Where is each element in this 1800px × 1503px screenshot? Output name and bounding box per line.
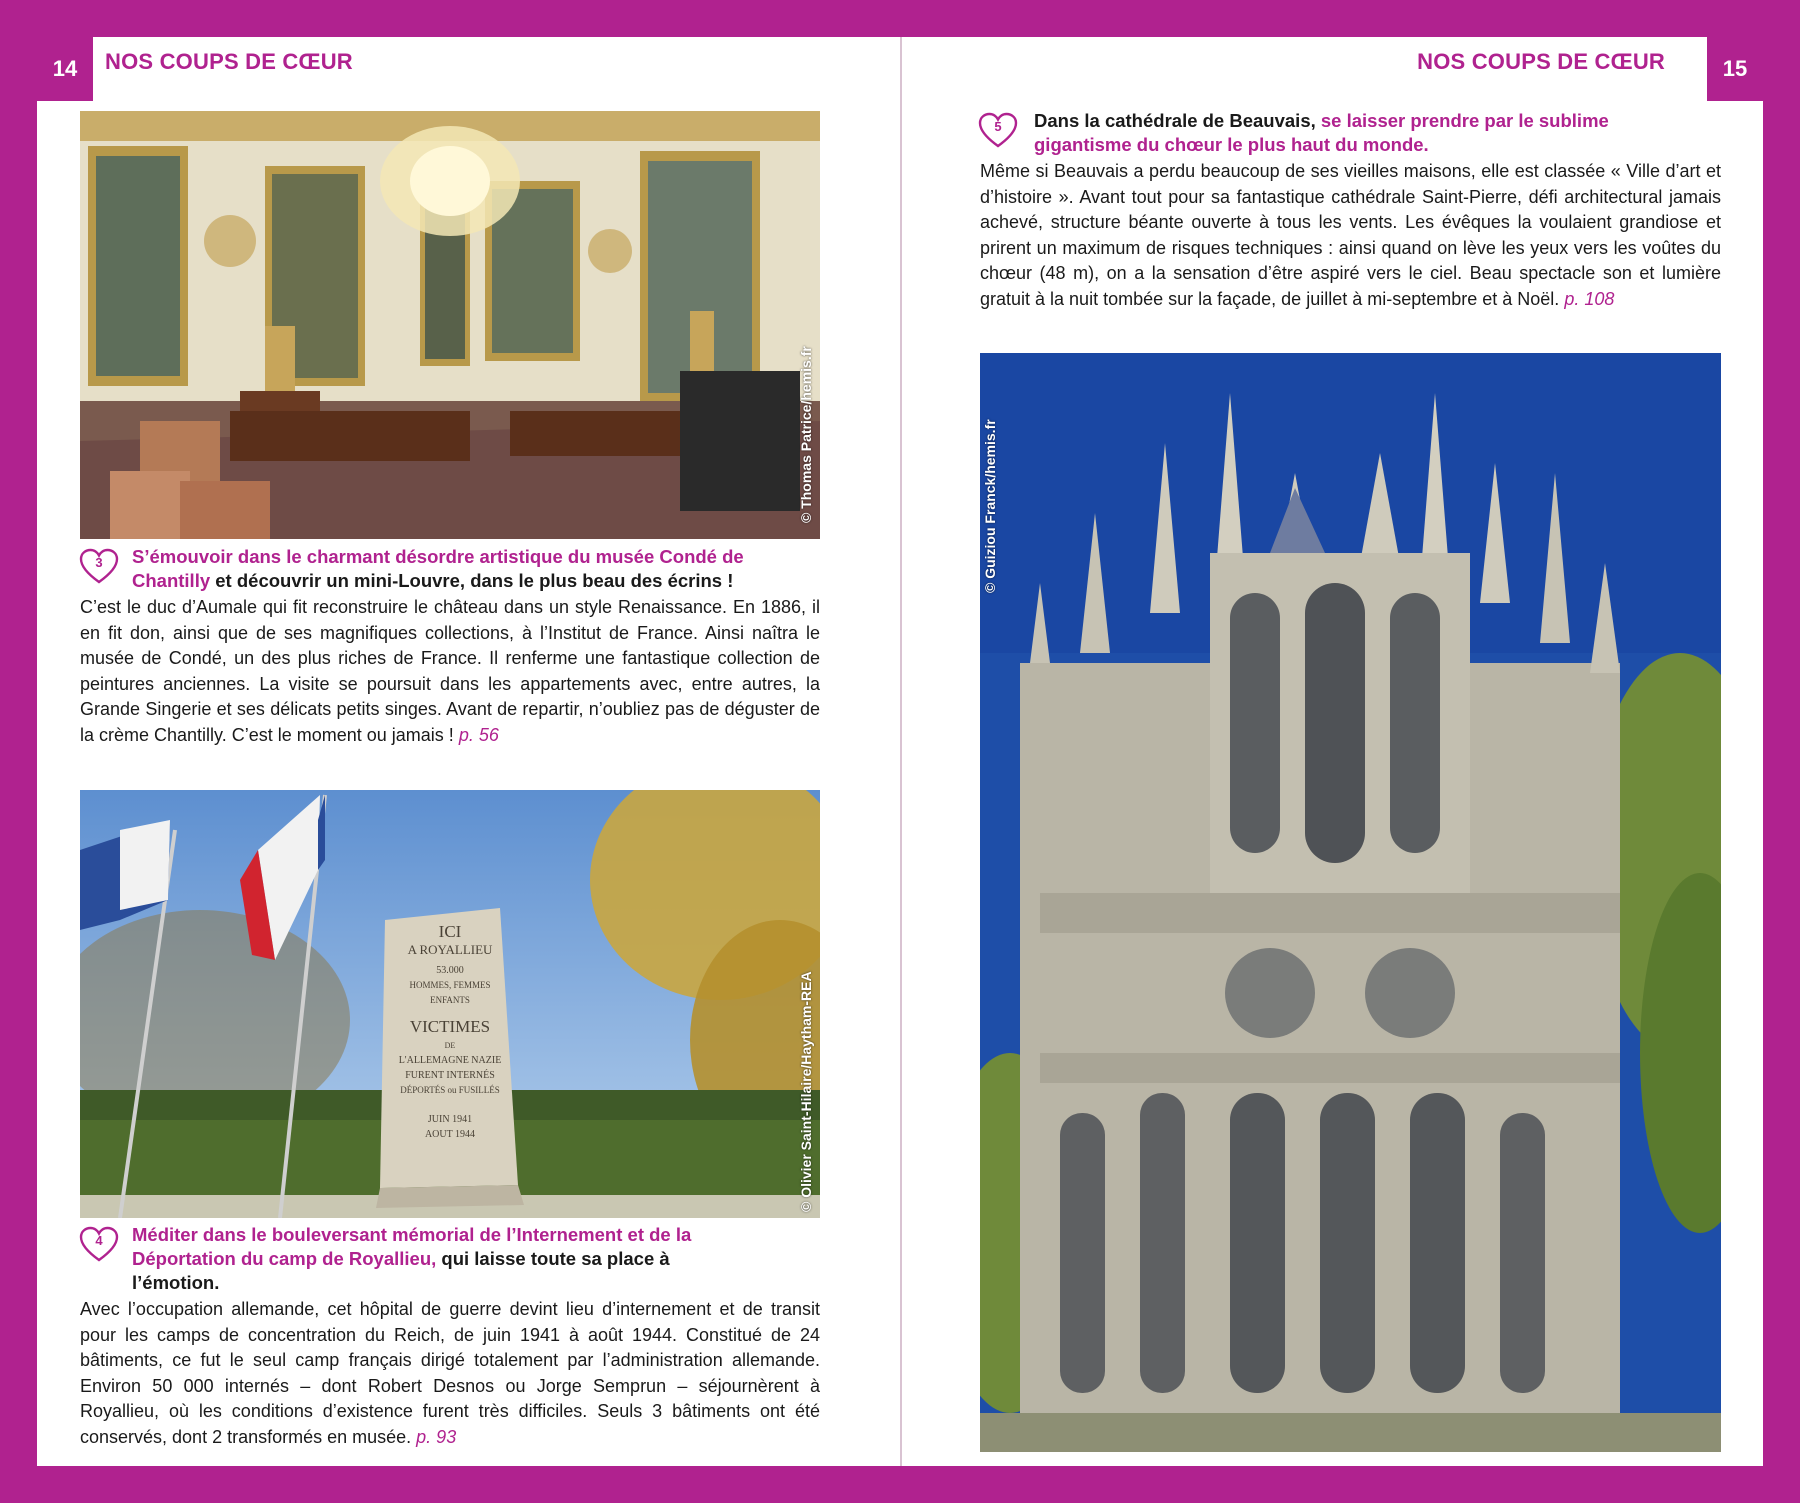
page-number-right: 15 <box>1707 37 1763 101</box>
inscription-line: DE <box>444 1041 456 1050</box>
monument-inscription <box>385 922 515 1142</box>
photo-credit: © Guiziou Franck/hemis.fr <box>982 419 998 593</box>
entry-4-body <box>80 1297 820 1450</box>
left-page <box>37 37 900 1466</box>
entry-5-title <box>980 109 1721 157</box>
entry-3-page-ref: p. 56 <box>458 724 499 745</box>
entry-5-body-text: Même si Beauvais a perdu beaucoup de ses vieilles maisons, elle est classée « Ville d’art et d’histoire ». Avant tout pour sa fantastique cathédrale Saint-Pierre, défi architectural jamais achevé, structure béante ouverte à tous les vents. Les évêques la voulaient grandiose et prirent un maximum de risques techniques : ainsi quand on lève les yeux vers les voûtes du chœur (48 m), on a la sensation d’être aspiré vers le ciel. Beau spectacle son et lumière gratuit à la nuit tombée sur la façade, de juillet à mi-septembre et à Noël. <box>980 161 1721 309</box>
inscription-line: L'ALLEMAGNE NAZIE <box>398 1055 502 1066</box>
header-title-left: NOS COUPS DE CŒUR <box>105 49 353 74</box>
entry-4-title-highlight: Méditer dans le bouleversant mémorial de l’Internement et de la Déportation du camp de Royallieu, <box>132 1224 692 1269</box>
entry-4-title-rest: qui laisse toute sa place à l’émotion. <box>132 1248 670 1293</box>
entry-5-title-highlight: se laisser prendre par le sublime gigantisme du chœur le plus haut du monde. <box>1034 110 1609 155</box>
entry-3-title-highlight: S’émouvoir dans le charmant désordre artistique du musée Condé de Chantilly <box>132 546 744 591</box>
right-page <box>902 37 1763 1466</box>
heart-number: 3 <box>95 555 103 570</box>
entry-4 <box>80 1223 820 1450</box>
page-number-left: 14 <box>37 37 93 101</box>
entry-3-body <box>80 595 820 748</box>
photo-cathedrale-beauvais <box>980 353 1721 1452</box>
header-title-right: NOS COUPS DE CŒUR <box>1417 49 1665 74</box>
photo-memorial-royallieu <box>80 790 820 1218</box>
entry-5-title-name: Dans la cathédrale de Beauvais, <box>1034 110 1316 131</box>
salon-illustration <box>80 111 820 539</box>
inscription-line: AOUT 1944 <box>424 1129 476 1140</box>
entry-4-body-text: Avec l’occupation allemande, cet hôpital de guerre devint lieu d’internement et de transit pour les camps de concentration du Reich, de juin 1941 à août 1944. Constitué de 24 bâtiments, ce fut le seul camp français dirigé totalement par l’administration allemande. Environ 50 000 internés – dont Robert Desnos ou Jorge Semprun – séjournèrent à Royallieu, où les conditions d’existence furent très difficiles. Seuls 3 bâtiments ont été conservés, dont 2 transformés en musée. <box>80 1299 820 1447</box>
photo-credit: © Olivier Saint-Hilaire/Haytham-REA <box>798 971 814 1212</box>
inscription-line: 53.000 <box>436 965 464 976</box>
entry-5 <box>980 109 1721 312</box>
inscription-line: DÉPORTÉS ou FUSILLÉS <box>400 1085 500 1095</box>
inscription-line: VICTIMES <box>409 1017 491 1036</box>
photo-musee-conde-salon <box>80 111 820 539</box>
entry-3-title-rest: et découvrir un mini-Louvre, dans le plus beau des écrins ! <box>210 570 734 591</box>
entry-5-body <box>980 159 1721 312</box>
inscription-line: A ROYALLIEU <box>407 942 493 957</box>
entry-3-body-text: C’est le duc d’Aumale qui fit reconstruire le château dans un style Renaissance. En 1886, il en fit don, ainsi que de ses magnifiques collections, à l’Institut de France. Ainsi naîtra le musée de Condé, un des plus riches de France. Il renferme une fantastique collection de peintures anciennes. La visite se poursuit dans les appartements avec, entre autres, la Grande Singerie et ses délicats petits singes. Avant de repartir, n’oubliez pas de déguster de la crème Chantilly. C’est le moment ou jamais ! <box>80 597 820 745</box>
photo-credit: © Thomas Patrice/hemis.fr <box>798 346 814 523</box>
heart-number: 4 <box>95 1233 103 1248</box>
inscription-line: ICI <box>438 922 462 941</box>
entry-4-title <box>80 1223 820 1295</box>
inscription-line: FURENT INTERNÉS <box>405 1070 495 1081</box>
entry-5-page-ref: p. 108 <box>1564 288 1615 309</box>
heart-number: 5 <box>994 119 1002 134</box>
cathedral-illustration <box>980 353 1721 1452</box>
inscription-line: JUIN 1941 <box>427 1114 473 1125</box>
inscription-line: ENFANTS <box>430 995 470 1005</box>
inscription-line: HOMMES, FEMMES <box>409 980 491 990</box>
entry-4-page-ref: p. 93 <box>416 1426 457 1447</box>
entry-3 <box>80 545 820 748</box>
entry-3-title <box>80 545 820 593</box>
